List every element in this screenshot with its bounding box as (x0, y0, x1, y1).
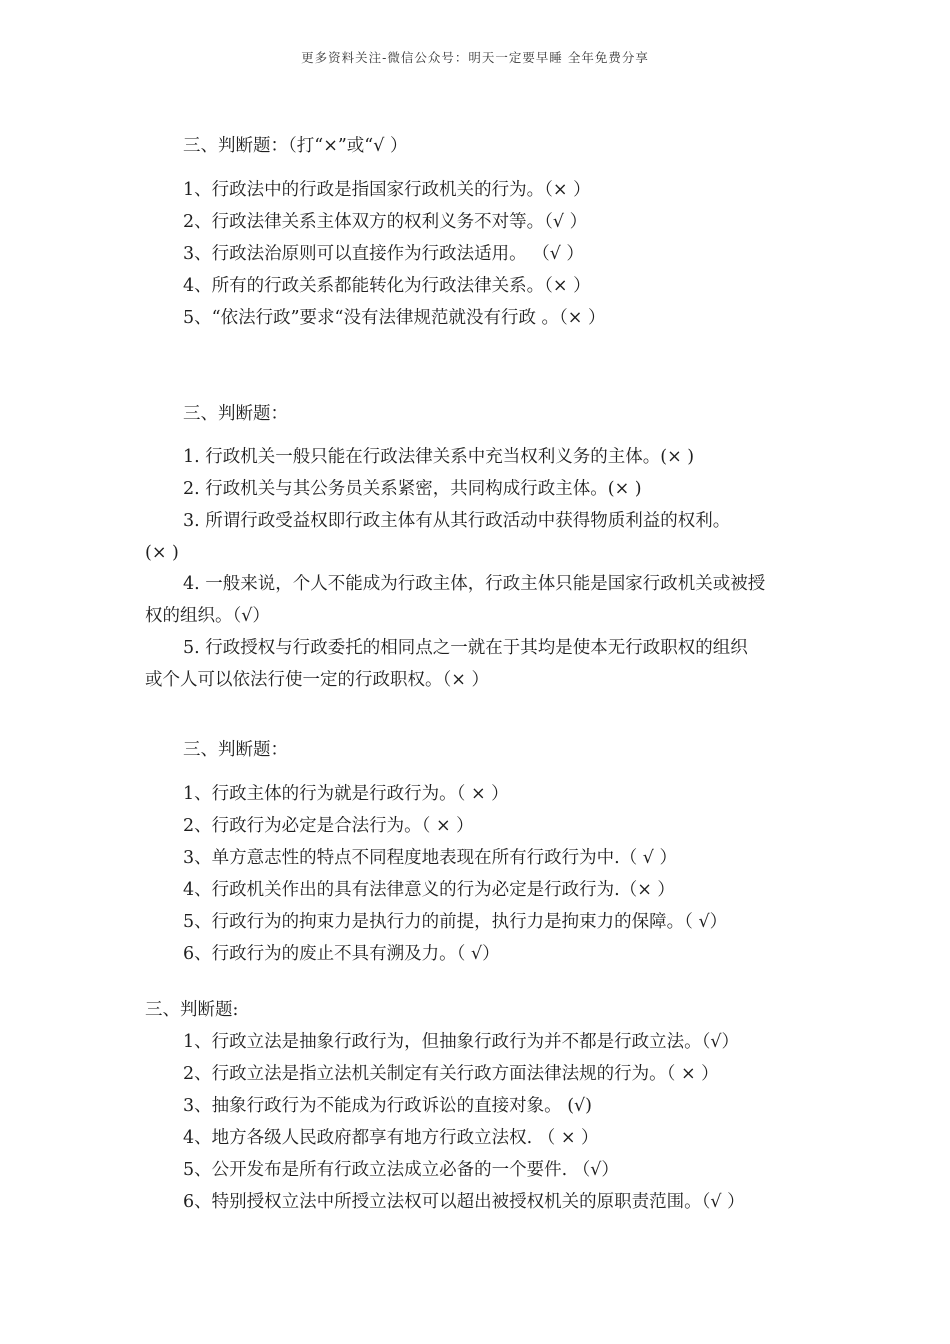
watermark-header: 更多资料关注-微信公众号：明天一定要早睡 全年免费分享 (301, 50, 649, 65)
section-title: 三、判断题: (145, 1000, 239, 1020)
question-item: 1、行政立法是抽象行政行为，但抽象行政行为并不都是行政立法。（√） (183, 1032, 740, 1052)
question-item: 6、行政行为的废止不具有溯及力。（ √） (183, 944, 500, 964)
section-title: 三、判断题： (183, 740, 288, 760)
question-item: 4、行政机关作出的具有法律意义的行为必定是行政行为.（× ） (183, 880, 675, 900)
question-item: 2、行政行为必定是合法行为。（ × ） (183, 816, 474, 836)
question-item: 5、“依法行政”要求“没有法律规范就没有行政 。（× ） (183, 308, 606, 328)
question-item: 5、公开发布是所有行政立法成立必备的一个要件. （√） (183, 1160, 619, 1180)
question-item: 6、特别授权立法中所授立法权可以超出被授权机关的原职责范围。（√ ） (183, 1192, 745, 1212)
question-item: 2、行政法律关系主体双方的权利义务不对等。（√ ） (183, 212, 588, 232)
question-item: 2. 行政机关与其公务员关系紧密，共同构成行政主体。(× ) (183, 479, 642, 499)
question-item: 5. 行政授权与行政委托的相同点之一就在于其均是使本无行政职权的组织 (183, 638, 748, 658)
section-title: 三、判断题： (183, 404, 288, 424)
question-item: 1. 行政机关一般只能在行政法律关系中充当权利义务的主体。(× ) (183, 447, 695, 467)
question-item: 3、单方意志性的特点不同程度地表现在所有行政行为中.（ √ ） (183, 848, 677, 868)
question-item: 2、行政立法是指立法机关制定有关行政方面法律法规的行为。（ × ） (183, 1064, 719, 1084)
question-item: 4、所有的行政关系都能转化为行政法律关系。（× ） (183, 276, 591, 296)
question-item: 3. 所谓行政受益权即行政主体有从其行政活动中获得物质利益的权利。 (183, 511, 731, 531)
question-item-continued: 权的组织。（√） (145, 606, 270, 626)
question-item-continued: 或个人可以依法行使一定的行政职权。（× ） (145, 670, 489, 690)
question-item-continued: (× ) (145, 543, 179, 563)
question-item: 3、抽象行政行为不能成为行政诉讼的直接对象。 (√) (183, 1096, 593, 1116)
question-item: 3、行政法治原则可以直接作为行政法适用。 （√ ） (183, 244, 584, 264)
section-title: 三、判断题：（打“×”或“√ ） (183, 136, 408, 156)
question-item: 4、地方各级人民政府都享有地方行政立法权. （ × ） (183, 1128, 599, 1148)
question-item: 4. 一般来说，个人不能成为行政主体，行政主体只能是国家行政机关或被授 (183, 574, 766, 594)
question-item: 1、行政法中的行政是指国家行政机关的行为。（× ） (183, 180, 591, 200)
question-item: 5、行政行为的拘束力是执行力的前提，执行力是拘束力的保障。（ √） (183, 912, 728, 932)
question-item: 1、行政主体的行为就是行政行为。（ × ） (183, 784, 509, 804)
